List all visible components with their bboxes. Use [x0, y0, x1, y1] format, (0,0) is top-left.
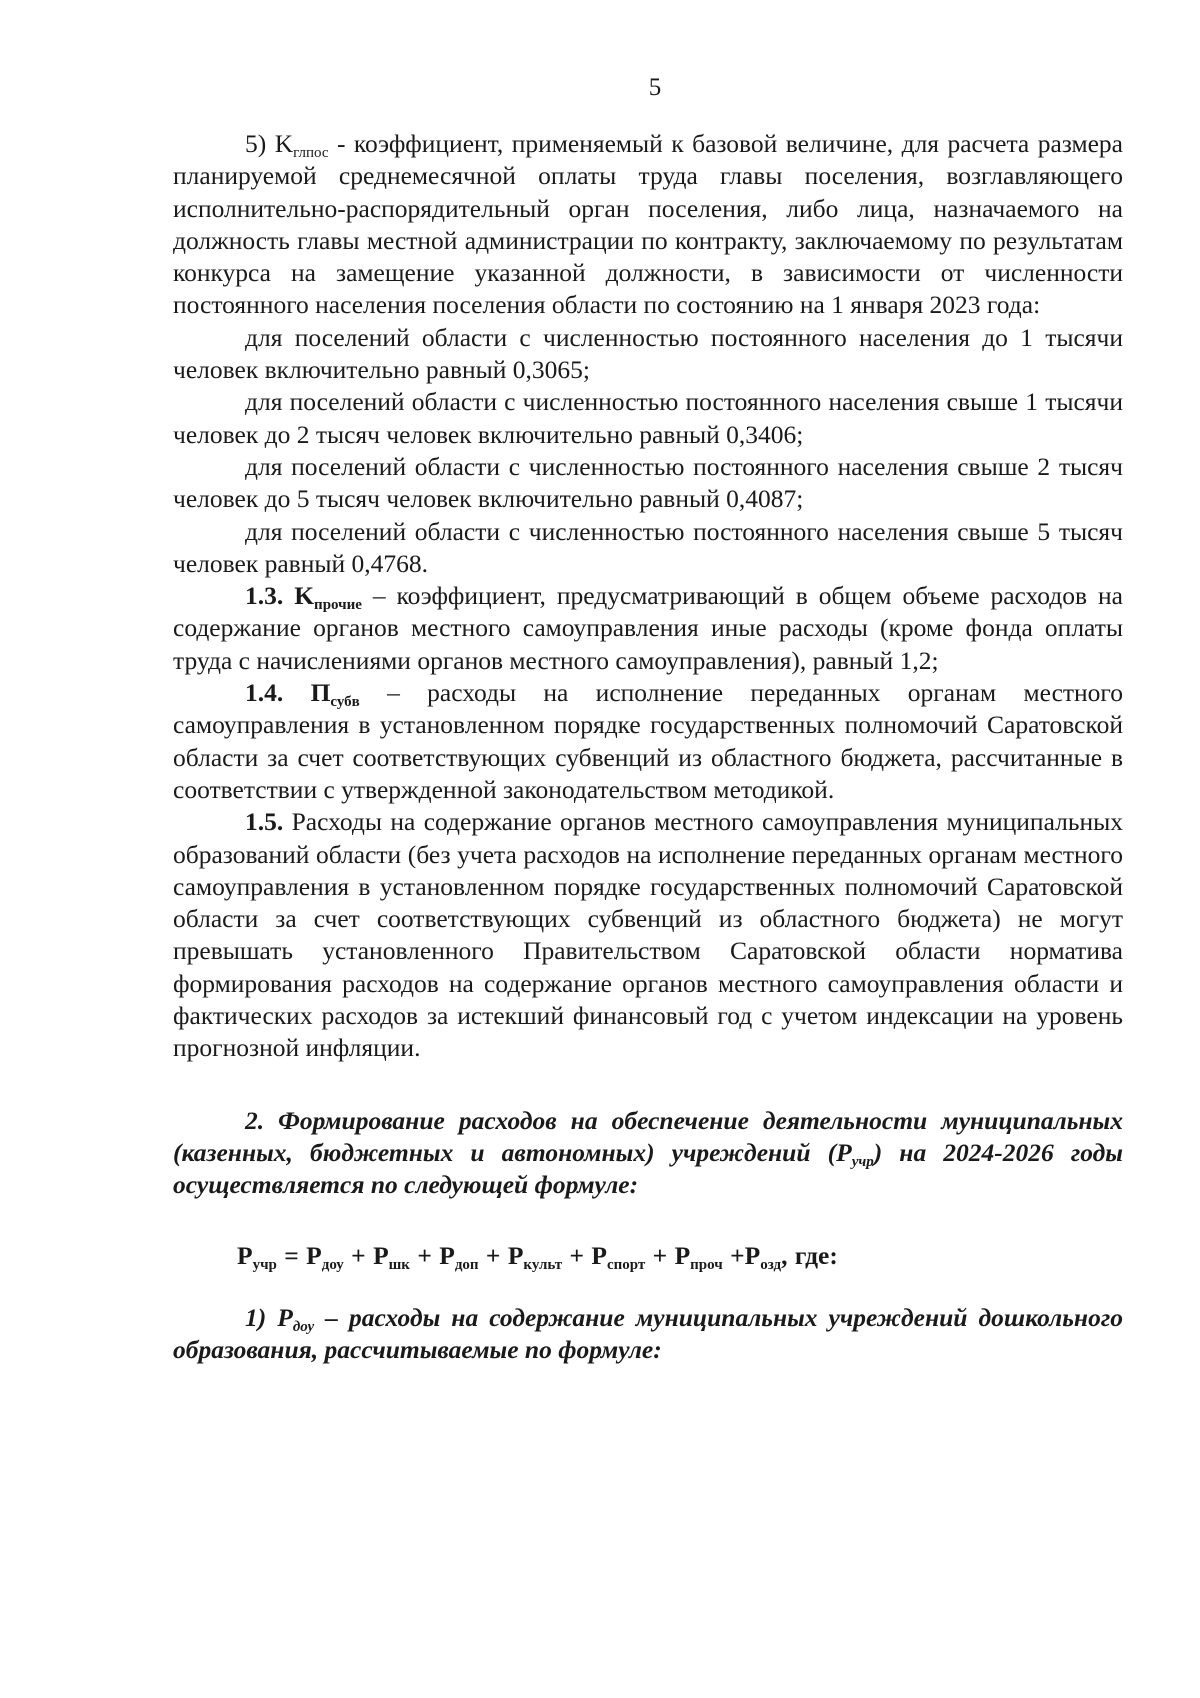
- item-1-text: – расходы на содержание муниципальных учреждений дошкольного образования, рассчитываемые по формуле:: [173, 1302, 1123, 1365]
- paragraph-1-3-symbol: K: [294, 581, 315, 611]
- tier-paragraph-2: для поселений области с численностью постоянного населения свыше 1 тысячи человек до 2 тысяч человек включительно равный 0,3406;: [173, 387, 1123, 449]
- formula-term-subscript: спорт: [606, 1256, 646, 1273]
- formula-r-uchr: [173, 1240, 1123, 1272]
- formula-term-symbol: Р: [306, 1240, 322, 1270]
- formula-term-separator: +: [645, 1240, 675, 1270]
- paragraph-1-4-subscript: субв: [330, 694, 360, 711]
- formula-term-symbol: Р: [507, 1240, 524, 1270]
- formula-term-subscript: культ: [523, 1256, 563, 1273]
- formula-term-separator: , где:: [781, 1240, 838, 1270]
- formula-term-separator: +: [478, 1240, 508, 1270]
- paragraph-1-5-text: Расходы на содержание органов местного самоуправления муниципальных образований области (без учета расходов на исполнение переданных органам местного самоуправления в установленном порядке государственных полномочий Саратовской области за счет соответствующих субвенций из областного бюджета) не могут превышать установленного Правительством Саратовской области норматива формирования расходов на содержание органов местного самоуправления области и фактических расходов за истекший финансовый год с учетом индексации на уровень прогнозной инфляции.: [173, 807, 1123, 1063]
- formula-term-subscript: озд: [760, 1256, 782, 1273]
- item-1-prefix: 1): [245, 1302, 278, 1332]
- item-5-symbol: K: [274, 129, 294, 158]
- formula-term-subscript: доп: [454, 1256, 479, 1273]
- formula-term-separator: +: [722, 1240, 745, 1270]
- formula-term-subscript: доу: [321, 1256, 344, 1273]
- formula-term-symbol: Р: [373, 1240, 389, 1270]
- paragraph-1-4: [173, 677, 1123, 806]
- paragraph-item-5: [173, 128, 1123, 322]
- item-1-symbol: Р: [277, 1302, 293, 1332]
- paragraph-1-3-subscript: прочие: [314, 597, 362, 614]
- formula-lhs-subscript: учр: [252, 1256, 277, 1273]
- formula-term-symbol: Р: [744, 1240, 761, 1270]
- paragraph-1-3-number: 1.3.: [245, 581, 295, 611]
- section-2-text-before: 2. Формирование расходов на обеспечение деятельности муниципальных (казенных, бюджетных и автономных) учреждений (Р: [173, 1105, 1123, 1167]
- formula-term-symbol: Р: [674, 1240, 691, 1270]
- formula-equals: =: [276, 1240, 307, 1270]
- formula-term-subscript: проч: [690, 1256, 723, 1273]
- tier-paragraph-1: для поселений области с численностью постоянного населения до 1 тысячи человек включительно равный 0,3065;: [173, 322, 1123, 385]
- page-number: 5: [648, 74, 662, 101]
- section-2-heading: [173, 1105, 1123, 1202]
- document-body: [173, 128, 1123, 1366]
- item-1-heading: [173, 1302, 1123, 1367]
- tier-paragraph-4: для поселений области с численностью постоянного населения свыше 5 тысяч человек равный 0,4768.: [173, 516, 1123, 578]
- paragraph-1-3: [173, 580, 1123, 677]
- formula-lhs: Р: [237, 1240, 253, 1270]
- section-2-subscript: учр: [851, 1153, 874, 1170]
- paragraph-1-4-number: 1.4.: [245, 678, 311, 708]
- paragraph-1-5: [173, 806, 1123, 1064]
- formula-term-symbol: Р: [439, 1240, 455, 1270]
- formula-term-symbol: Р: [591, 1240, 607, 1270]
- paragraph-1-5-number: 1.5.: [245, 807, 284, 837]
- tier-paragraph-3: для поселений области с численностью постоянного населения свыше 2 тысяч человек до 5 тысяч человек включительно равный 0,4087;: [173, 451, 1123, 514]
- paragraph-1-3-text: – коэффициент, предусматривающий в общем объеме расходов на содержание органов местного самоуправления иные расходы (кроме фонда оплаты труда с начислениями органов местного самоуправления), равный 1,2;: [173, 581, 1123, 675]
- formula-term-separator: +: [409, 1240, 440, 1270]
- item-5-prefix: 5): [245, 129, 275, 158]
- section-2-text-after: ) на 2024-2026 годы осуществляется по следующей формуле:: [173, 1137, 1123, 1200]
- item-1-subscript: доу: [292, 1318, 315, 1335]
- item-5-subscript: глпос: [293, 145, 329, 161]
- paragraph-1-4-symbol: П: [310, 678, 331, 708]
- formula-term-separator: +: [562, 1240, 592, 1270]
- formula-term-separator: +: [343, 1240, 374, 1270]
- item-5-text: - коэффициент, применяемый к базовой величине, для расчета размера планируемой среднемесячной оплаты труда главы поселения, возглавляющего исполнительно-распорядительный орган поселения, либо лица, назначаемого на должность главы местной администрации по контракту, заключаемому по результатам конкурса на замещение указанной должности, в зависимости от численности постоянного населения поселения области по состоянию на 1 января 2023 года:: [173, 129, 1123, 320]
- paragraph-1-4-text: – расходы на исполнение переданных органам местного самоуправления в установленном порядке государственных полномочий Саратовской области за счет соответствующих субвенций из областного бюджета, рассчитанные в соответствии с утвержденной законодательством методикой.: [173, 678, 1123, 804]
- formula-term-subscript: шк: [388, 1256, 410, 1273]
